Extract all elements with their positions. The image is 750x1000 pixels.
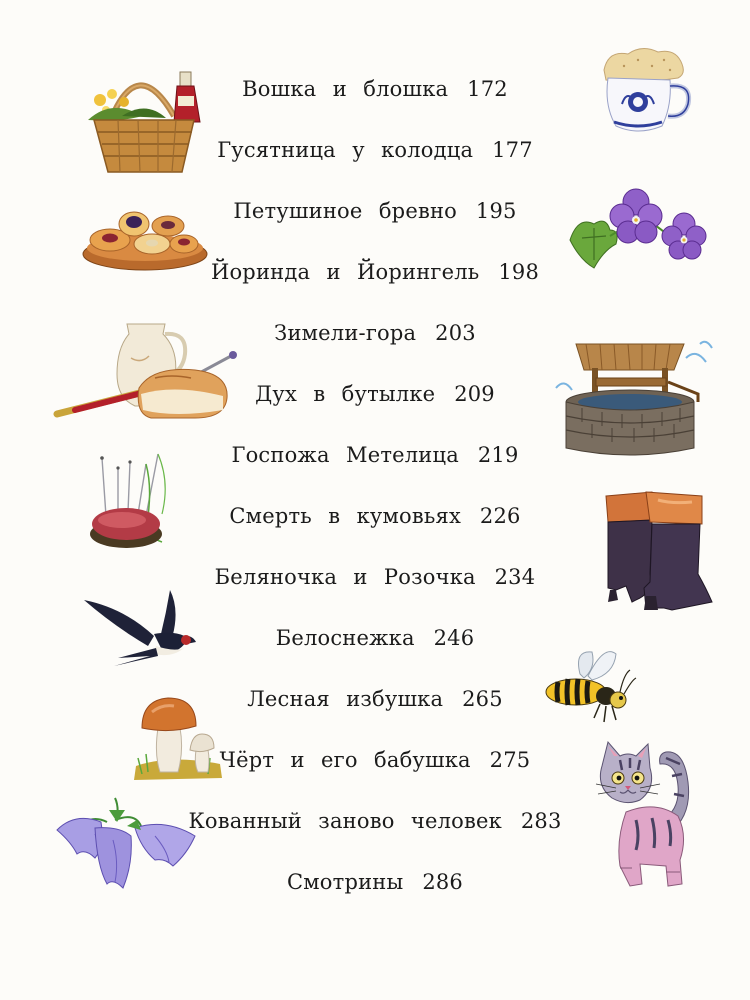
violet-flower-icon: [566, 180, 714, 276]
basket-icon: [82, 60, 212, 176]
entry-title: Смотрины: [287, 869, 404, 894]
toc-entry[interactable]: [160, 180, 590, 241]
toc-entry[interactable]: [160, 546, 590, 607]
toc-entry[interactable]: [160, 119, 590, 180]
toc-entry[interactable]: [160, 851, 590, 912]
cat-icon: [596, 740, 708, 890]
entry-title: Чёрт и его бабушка: [219, 747, 471, 772]
boots-icon: [602, 490, 714, 612]
entry-title: Дух в бутылке: [255, 381, 436, 406]
entry-page: 226: [479, 503, 521, 528]
bellflower-icon: [55, 792, 200, 892]
toc-entry[interactable]: [160, 790, 590, 851]
entry-page: 198: [498, 259, 540, 284]
entry-page: 265: [462, 686, 503, 711]
entry-page: 219: [477, 442, 519, 467]
bee-icon: [544, 644, 636, 726]
table-of-contents: [160, 58, 590, 912]
entry-title: Смерть в кумовьях: [229, 503, 462, 528]
entry-title: Петушиное бревно: [233, 198, 458, 223]
entry-page: 275: [489, 747, 531, 772]
entry-title: Белоснежка: [275, 625, 415, 650]
entry-title: Йоринда и Йорингель: [210, 259, 480, 284]
entry-page: 286: [422, 869, 463, 894]
toc-entry[interactable]: [160, 241, 590, 302]
toc-entry[interactable]: [160, 485, 590, 546]
pincushion-icon: [88, 446, 172, 552]
swallow-icon: [84, 586, 200, 668]
entry-title: Лесная избушка: [247, 686, 444, 711]
toc-entry[interactable]: [160, 607, 590, 668]
entry-title: Беляночка и Розочка: [214, 564, 476, 589]
entry-page: 177: [492, 137, 533, 162]
entry-title: Гусятница у колодца: [217, 137, 474, 162]
entry-page: 209: [454, 381, 495, 406]
entry-page: 203: [435, 320, 476, 345]
entry-title: Кованный заново человек: [188, 808, 502, 833]
entry-title: Зимели-гора: [274, 320, 417, 345]
mushroom-icon: [130, 694, 225, 782]
toc-entry[interactable]: [160, 424, 590, 485]
entry-page: 283: [520, 808, 562, 833]
entry-title: Госпожа Метелица: [231, 442, 459, 467]
toc-entry[interactable]: [160, 58, 590, 119]
entry-page: 246: [433, 625, 475, 650]
entry-page: 172: [467, 76, 508, 101]
entry-title: Вошка и блошка: [242, 76, 449, 101]
entry-page: 234: [494, 564, 536, 589]
entry-page: 195: [475, 198, 517, 223]
jug-bread-sword-icon: [55, 318, 235, 422]
pastries-icon: [80, 206, 210, 272]
milk-jug-icon: [598, 44, 692, 136]
well-icon: [556, 338, 716, 460]
